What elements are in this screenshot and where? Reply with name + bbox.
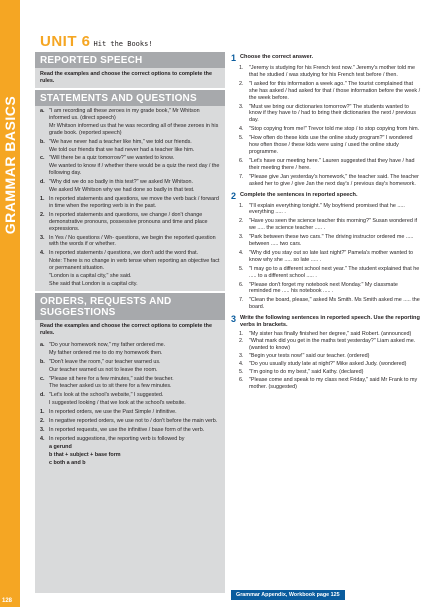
order-rule-4-option-a: a gerund — [49, 443, 72, 450]
exercise-2-item: 6. "Please don't forget my notebook next Monday." My classmate reminded me ..... his notebook ..... . — [239, 281, 398, 295]
exercise-2-item: 5. "I may go to a different school next year." The student explained that he ..... to a different school ..... . — [239, 265, 420, 279]
exercises-column — [231, 50, 421, 593]
order-rule-4-option-b: b that + subject + base form — [49, 451, 121, 458]
exercise-2-item: 7. "Clean the board, please," asked Ms Smith. Ms Smith asked me ..... the board. — [239, 297, 420, 311]
statement-examples — [35, 108, 225, 288]
exercise-2-item: 4. "Why did you stay out so late last night?" Pamela's mother wanted to know why she ..... so late ..... . — [239, 249, 413, 263]
exercise-1-heading: 1 Choose the correct answer. — [231, 53, 314, 63]
rule-2: 2. In reported statements and questions, we change / don't change demonstrative pronouns, possessive pronouns and time and place expressions. — [40, 211, 208, 232]
exercise-1-item: 6. "Let's have our meeting here." Lauren suggested that they have / had their meeting there / here. — [239, 157, 415, 171]
unit-subtitle: Hit the Books! — [93, 40, 153, 48]
exercise-3-heading: 3 Write the following sentences in reported speech. Use the reporting verbs in brackets. — [231, 314, 420, 329]
example-b: b. "We have never had a teacher like him," we told our friends. — [40, 138, 192, 145]
rule-3: 3. In Yes / No questions / Wh- questions, we begin the reported question with the words if or whether. — [40, 234, 216, 248]
reported-speech-title: REPORTED SPEECH — [35, 50, 225, 68]
order-example-b-reported: Our teacher warned us not to leave the room. — [49, 366, 158, 373]
order-example-c-reported: The teacher asked us to sit there for a few minutes. — [49, 383, 172, 390]
example-c-reported: We wanted to know if / whether there would be a quiz the next day / the following day. — [49, 163, 220, 177]
example-a-reported: Mr Whitson informed us that he was recording all of these zeroes in his grade book. (reported speech) — [49, 122, 219, 136]
order-rule-1: 1. In reported orders, we use the Past Simple / infinitive. — [40, 409, 177, 416]
note: Note: There is no change in verb tense when reporting an objective fact or permanent situation. — [49, 258, 220, 272]
exercise-3-item: 4. "Do you usually study late at night?" Mike asked Judy. (wondered) — [239, 361, 407, 368]
unit-header — [40, 33, 153, 51]
order-example-d: d. "Let's look at the school's website," I suggested. — [40, 392, 164, 399]
exercise-2-item: 2. "Have you seen the science teacher this morning?" Susan wondered if we ..... the science teacher ..... . — [239, 218, 418, 232]
exercise-1-item: 3. "Must we bring our dictionaries tomorrow?" The students wanted to know if they have to / had to bring their dictionaries the next / previous day. — [239, 103, 416, 124]
example-a: a. "I am recording all these zeroes in my grade book," Mr Whitson informed us. (direct speech) — [40, 108, 200, 121]
exercise-2-item: 3. "Park between these two cars." The driving instructor ordered me ..... between ..... two cars. — [239, 234, 414, 248]
orders-title: ORDERS, REQUESTS AND SUGGESTIONS — [35, 291, 225, 320]
order-example-d-reported: I suggested looking / that we look at the school's website. — [49, 400, 186, 407]
statements-title: STATEMENTS AND QUESTIONS — [35, 88, 225, 106]
note-example-2: She said that London is a capital city. — [49, 280, 138, 287]
example-d-reported: We asked Mr Whitson why we had done so badly in that test. — [49, 187, 195, 194]
exercise-3-item: 5. "I'm going to do my best," said Kathy. (declared) — [239, 369, 364, 376]
order-rule-2: 2. In negative reported orders, we use not to / don't before the main verb. — [40, 418, 218, 425]
sidebar-label: GRAMMAR BASICS — [2, 95, 18, 235]
exercise-2-item: 1. "I'll explain everything tonight." My boyfriend promised that he ..... everything ..... . — [239, 202, 405, 216]
exercise-3-item: 2. "What mark did you get in the maths test yesterday?" Liam asked me. (wanted to know) — [239, 338, 416, 352]
exercise-1-item: 4. "Stop copying from me!" Trevor told me stop / to stop copying from him. — [239, 126, 420, 133]
unit-title: UNIT 6 — [40, 33, 91, 50]
exercise-1-item: 5. "How often do these kids use the online study program?" I wondered how often those / these kids were using / used the online study programme. — [239, 135, 413, 155]
orders-intro-text: Read the examples and choose the correct options to complete the rules. — [40, 322, 212, 336]
order-example-c: c. "Please sit here for a few minutes," said the teacher. — [40, 375, 174, 382]
example-c: c. "Will there be a quiz tomorrow?" we wanted to know. — [40, 155, 175, 162]
page-number: 128 — [2, 598, 13, 604]
order-example-a: a. "Do your homework now," my father ordered me. — [40, 341, 166, 348]
exercise-1-item: 7. "Please give Jan yesterday's homework," the teacher said. The teacher asked her to give / give Jan the next day's / previous day's homework. — [239, 173, 419, 187]
order-examples — [35, 342, 225, 467]
order-rule-4-option-c: c both a and b — [49, 459, 86, 466]
exercise-1-item: 1. "Jeremy is studying for his French test now." Jeremy's mother told me that he studied / was studying for his French test before / then. — [239, 65, 416, 78]
order-example-b: b. "Don't leave the room," our teacher warned us. — [40, 358, 161, 365]
exercise-3-item: 1. "My sister has finally finished her degree," said Robert. (announced) — [239, 330, 412, 337]
note-example-1: "London is a capital city," she said. — [49, 273, 132, 280]
order-rule-4: 4. In reported suggestions, the reporting verb is followed by — [40, 435, 185, 442]
order-rule-3: 3. In reported requests, we use the infinitive / base form of the verb. — [40, 426, 205, 433]
exercise-2-heading: 2 Complete the sentences in reported speech. — [231, 190, 358, 201]
grammar-panel — [35, 50, 225, 593]
rule-4: 4. In reported statements / questions, we don't add the word that. — [40, 250, 199, 257]
order-example-a-reported: My father ordered me to do my homework then. — [49, 349, 163, 356]
example-d: d. "Why did we do so badly in this test?" we asked Mr Whitson. — [40, 179, 194, 186]
exercise-1-item: 2. "I asked for this information a week ago." The tourist complained that she has asked / had asked for that / those information before the week / the week before. — [239, 80, 421, 101]
intro-text: Read the examples and choose the correct options to complete the rules. — [40, 71, 212, 85]
rule-1: 1. In reported statements and questions, we move the verb back / forward in time when the reporting verb is in the past. — [40, 196, 219, 209]
exercise-3-item: 3. "Begin your tests now!" said our teacher. (ordered) — [239, 353, 370, 360]
example-b-reported: We told our friends that we had never had a teacher like him. — [49, 146, 195, 153]
grammar-appendix-reference: Grammar Appendix, Workbook page 125 — [231, 590, 345, 600]
exercise-3-item: 6. "Please come and speak to my class next Friday," said Mr Frank to my mother. (suggested) — [239, 376, 418, 390]
